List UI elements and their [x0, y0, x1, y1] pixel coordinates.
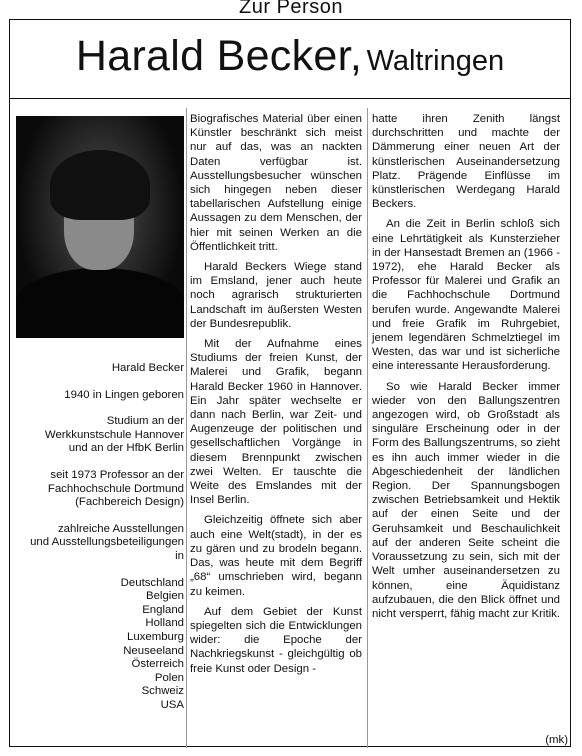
country-item: Neuseeland — [123, 644, 184, 657]
paragraph: Harald Beckers Wiege stand im Emsland, jener auch heute noch agrarisch strukturierten Landschaft im äußersten Westen der Bundesrepublik. — [190, 261, 362, 330]
bio-professor: seit 1973 Professor an der Fachhochschule Dortmund (Fachbereich Design) — [47, 468, 184, 509]
country-item: Luxemburg — [127, 630, 184, 643]
column-divider — [367, 108, 368, 748]
paragraph: Auf dem Gebiet der Kunst spiegelten sich die Entwicklungen wider: die Epoche der Nachkriegskunst - gleichgültig ob freie Kunst oder Design - — [190, 605, 362, 675]
paragraph: hatte ihren Zenith längst durchschritten und machte der Dämmerung einer neuen Art der künstlerischen Auseinandersetzung Platz. Prägende Einflüsse im künstlerischen Werdegang Harald Beckers. — [372, 113, 560, 211]
headline — [9, 32, 571, 81]
section-label: Zur Person — [239, 0, 343, 18]
paragraph: An die Zeit in Berlin schloß sich eine Lehrtätigkeit als Kunsterzieher in der Hansestadt Bremen an (1966 - 1972), ehe Harald Becker als Professor für Malerei und Grafik an die Fachhochschule Dortmund berufen wurde. Angewandte Malerei und freie Grafik im Ruhrgebiet, jenem legendären Schmelztiegel im Westen, das war und ist sicherliche eine interessante Herausforderung. — [372, 218, 560, 373]
headline-name: Harald Becker, — [75, 32, 363, 80]
bio-exhibitions: zahlreiche Ausstellungen und Ausstellungsbeteiligungen in — [30, 522, 184, 562]
country-list — [14, 577, 184, 713]
headline-place: Waltringen — [366, 45, 505, 77]
paragraph: Mit der Aufnahme eines Studiums der freien Kunst, der Malerei und Grafik, begann Harald Becker 1960 in Hannover. Ein Jahr später wechselte er dann nach Berlin, war Zeit- und Augenzeuge der politischen und gesellschaftlichen Vorgänge in diesem Brennpunkt zwischen zwei Welten. Er tauschte die Weite des Emslandes mit der Insel Berlin. — [190, 338, 362, 507]
country-item: Holland — [145, 617, 184, 630]
photo-caption: Harald Becker — [111, 362, 184, 374]
paragraph: Biografisches Material über einen Künstler beschränkt sich meist nur auf das, was an nackten Daten verfügbar ist. Ausstellungsbesucher wünschen sich hingegen neben dieser tabellarischen Aufstellung einige Aussagen zu dem Menschen, der hier mit seinen Werken an die Öffentlichkeit tritt. — [190, 113, 362, 253]
country-item: England — [142, 603, 184, 616]
paragraph: So wie Harald Becker immer wieder von den Ballungszentren angezogen wird, ob Großstadt als singuläre Erscheinung oder in der Form des Ballungszentrums, so zieht es ihn auch immer wieder in die Abgeschiedenheit der ländlichen Region. Der Spannungsbogen zwischen Betriebsamkeit und Hektik auf der einen Seite und der Geruhsamkeit und Beschaulichkeit auf der anderen Seite scheint die Voraussetzung zu sein, sich mit der Welt umher auseinandersetzen zu können, eine Äquidistanz aufzubauen, die den Blick öffnet und nicht versperrt, fähig macht zur Kritik. — [372, 380, 561, 620]
bio-born: 1940 in Lingen geboren — [64, 388, 184, 401]
article-column-1 — [190, 112, 362, 682]
column-divider — [186, 108, 187, 748]
country-item: Schweiz — [141, 685, 184, 698]
country-item: Österreich — [131, 658, 184, 671]
country-item: Belgien — [146, 590, 184, 603]
country-item: USA — [160, 698, 184, 711]
bio-study: Studium an der Werkkunstschule Hannover und an der HfbK Berlin — [44, 415, 184, 455]
author-credit: (mk) — [545, 734, 568, 746]
headline-rule — [9, 98, 571, 99]
article-column-2 — [372, 112, 560, 627]
country-item: Deutschland — [120, 576, 184, 589]
paragraph: Gleichzeitig öffnete sich aber auch eine Welt(stadt), in der es zu gären und zu brodeln begann. Das, was heute mit dem Begriff „68“ umschrieben wird, begann zu keimen. — [190, 514, 362, 598]
bio-column — [14, 362, 184, 712]
country-item: Polen — [154, 671, 184, 684]
portrait-photo — [16, 116, 184, 338]
